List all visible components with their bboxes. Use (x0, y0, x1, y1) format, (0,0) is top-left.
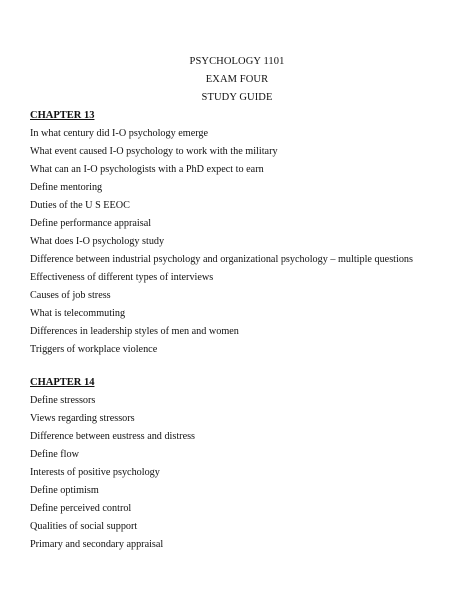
chapter-13-item: Differences in leadership styles of men and women (30, 326, 239, 337)
chapter-14-item: Define stressors (30, 395, 96, 406)
chapter-13-item: What does I-O psychology study (30, 236, 165, 247)
chapter-13-item: What is telecommuting (30, 308, 126, 319)
chapter-13-heading: CHAPTER 13 (30, 110, 95, 121)
chapter-13-item: Duties of the U S EEOC (30, 200, 130, 211)
chapter-14-heading: CHAPTER 14 (30, 377, 95, 388)
chapter-14-item: Primary and secondary appraisal (30, 539, 164, 550)
chapter-13-item: What can an I-O psychologists with a PhD expect to earn (30, 164, 264, 175)
chapter-13-item: Triggers of workplace violence (30, 344, 158, 355)
chapter-13-item: What event caused I-O psychology to work with the military (30, 146, 278, 157)
exam-title: EXAM FOUR (205, 74, 269, 85)
chapter-14-item: Interests of positive psychology (30, 467, 160, 478)
chapter-13-item: Difference between industrial psychology and organizational psychology – multiple questions (30, 254, 413, 265)
course-title: PSYCHOLOGY 1101 (189, 56, 285, 67)
chapter-14-item: Difference between eustress and distress (30, 431, 196, 442)
chapter-14-item: Define perceived control (30, 503, 132, 514)
chapter-14-item: Define flow (30, 449, 79, 460)
chapter-13-item: Effectiveness of different types of interviews (30, 272, 214, 283)
chapter-14-item: Define optimism (30, 485, 99, 496)
guide-title: STUDY GUIDE (201, 92, 273, 103)
chapter-14-item: Qualities of social support (30, 521, 138, 532)
chapter-13-item: In what century did I-O psychology emerge (30, 128, 209, 139)
chapter-13-item: Define performance appraisal (30, 218, 152, 229)
chapter-14-item: Views regarding stressors (30, 413, 135, 424)
chapter-13-item: Define mentoring (30, 182, 103, 193)
chapter-13-item: Causes of job stress (30, 290, 111, 301)
